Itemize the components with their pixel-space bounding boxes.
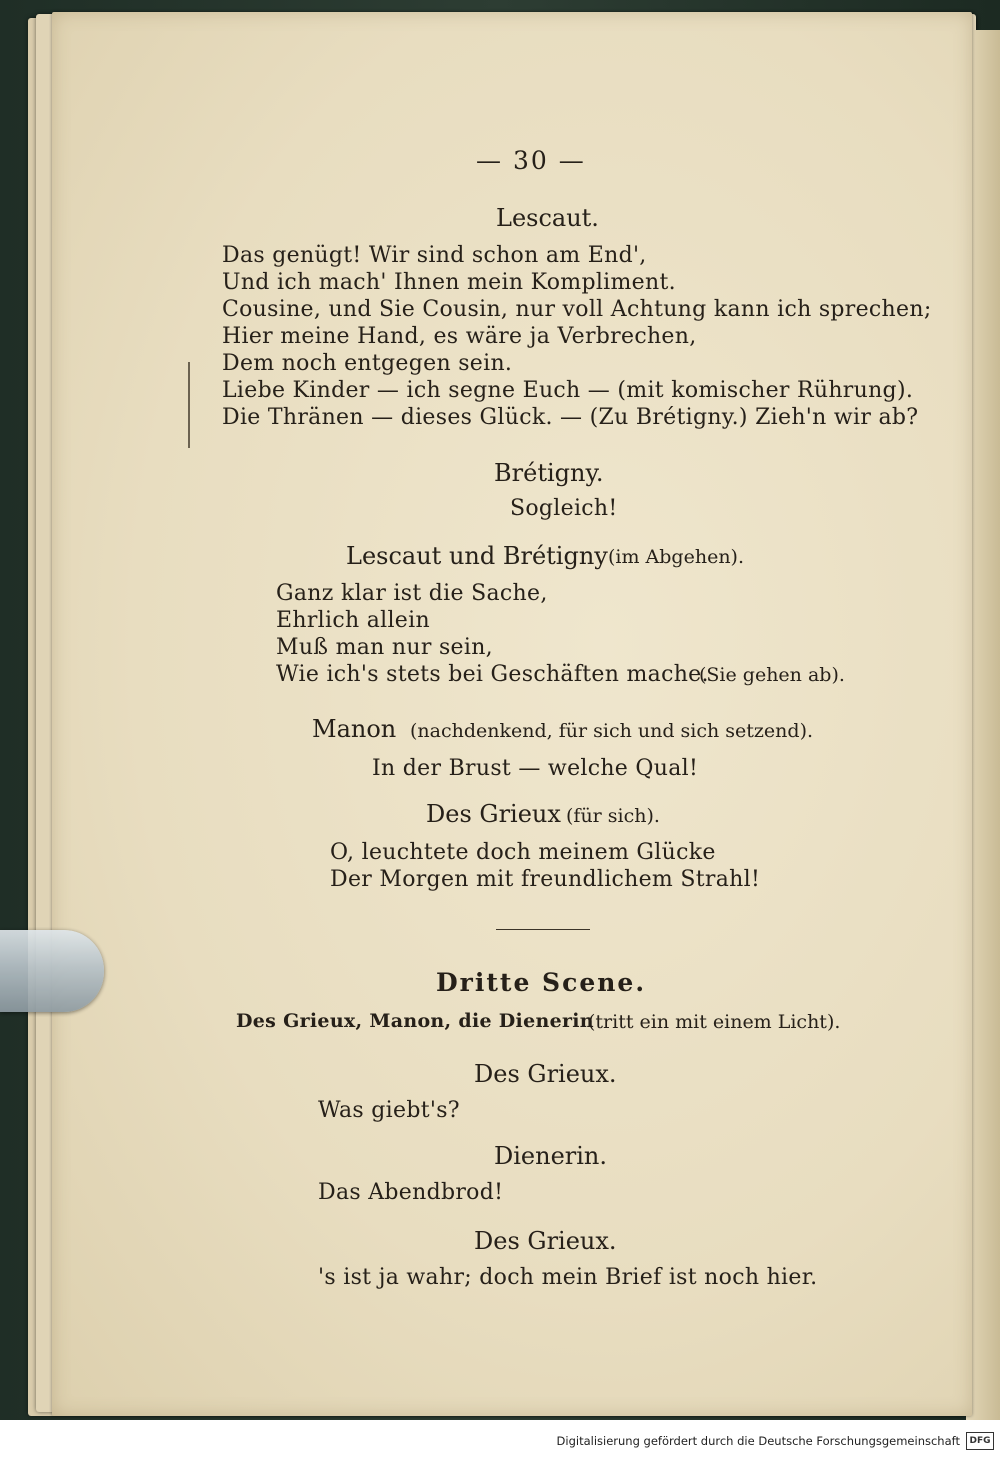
stage-direction: (nachdenkend, für sich und sich setzend). (410, 720, 814, 742)
verse-line: Ganz klar ist die Sache, (276, 581, 548, 606)
section-divider (496, 929, 590, 930)
verse-line: Was giebt's? (318, 1098, 460, 1123)
verse-line: Das Abendbrod! (318, 1180, 504, 1205)
verse-line: Das genügt! Wir sind schon am End', (222, 243, 647, 268)
verse-line: Sogleich! (510, 496, 618, 521)
verse-line: Und ich mach' Ihnen mein Kompliment. (222, 270, 676, 295)
speaker-des-grieux: Des Grieux. (474, 1227, 617, 1255)
verse-line: Der Morgen mit freundlichem Strahl! (330, 867, 761, 892)
verse-line: Wie ich's stets bei Geschäften mache. (276, 662, 709, 687)
dfg-logo: DFG (966, 1432, 994, 1450)
speaker-lescaut: Lescaut. (496, 204, 599, 232)
footer-credit: Digitalisierung gefördert durch die Deutsche Forschungsgemeinschaft (556, 1434, 960, 1448)
speaker-lescaut-bretigny: Lescaut und Brétigny (346, 542, 608, 570)
verse-line: 's ist ja wahr; doch mein Brief ist noch hier. (318, 1265, 818, 1290)
margin-mark (188, 362, 190, 448)
verse-line: Dem noch entgegen sein. (222, 351, 513, 376)
verse-line: Ehrlich allein (276, 608, 430, 633)
page-clip (0, 930, 104, 1012)
stage-direction: (Sie gehen ab). (699, 664, 845, 686)
stage-direction: (tritt ein mit einem Licht). (588, 1011, 841, 1033)
speaker-manon: Manon (312, 715, 397, 743)
verse-line: Muß man nur sein, (276, 635, 493, 660)
verse-line: Cousine, und Sie Cousin, nur voll Achtung kann ich sprechen; (222, 297, 932, 322)
speaker-des-grieux: Des Grieux. (474, 1060, 617, 1088)
scene-heading: Dritte Scene. (436, 968, 647, 997)
verse-line: O, leuchtete doch meinem Glücke (330, 840, 716, 865)
stage-direction: (im Abgehen). (608, 546, 745, 568)
stage-direction: (für sich). (566, 805, 660, 827)
speaker-dienerin: Dienerin. (494, 1142, 608, 1170)
speaker-des-grieux: Des Grieux (426, 800, 561, 828)
verse-line: Die Thränen — dieses Glück. — (Zu Brétigny.) Zieh'n wir ab? (222, 405, 919, 430)
verse-line: In der Brust — welche Qual! (372, 756, 699, 781)
scene-cast: Des Grieux, Manon, die Dienerin (236, 1010, 594, 1032)
verse-line: Liebe Kinder — ich segne Euch — (mit komischer Rührung). (222, 378, 914, 403)
page-number: — 30 — (476, 146, 586, 175)
speaker-bretigny: Brétigny. (494, 459, 604, 487)
verse-line: Hier meine Hand, es wäre ja Verbrechen, (222, 324, 697, 349)
